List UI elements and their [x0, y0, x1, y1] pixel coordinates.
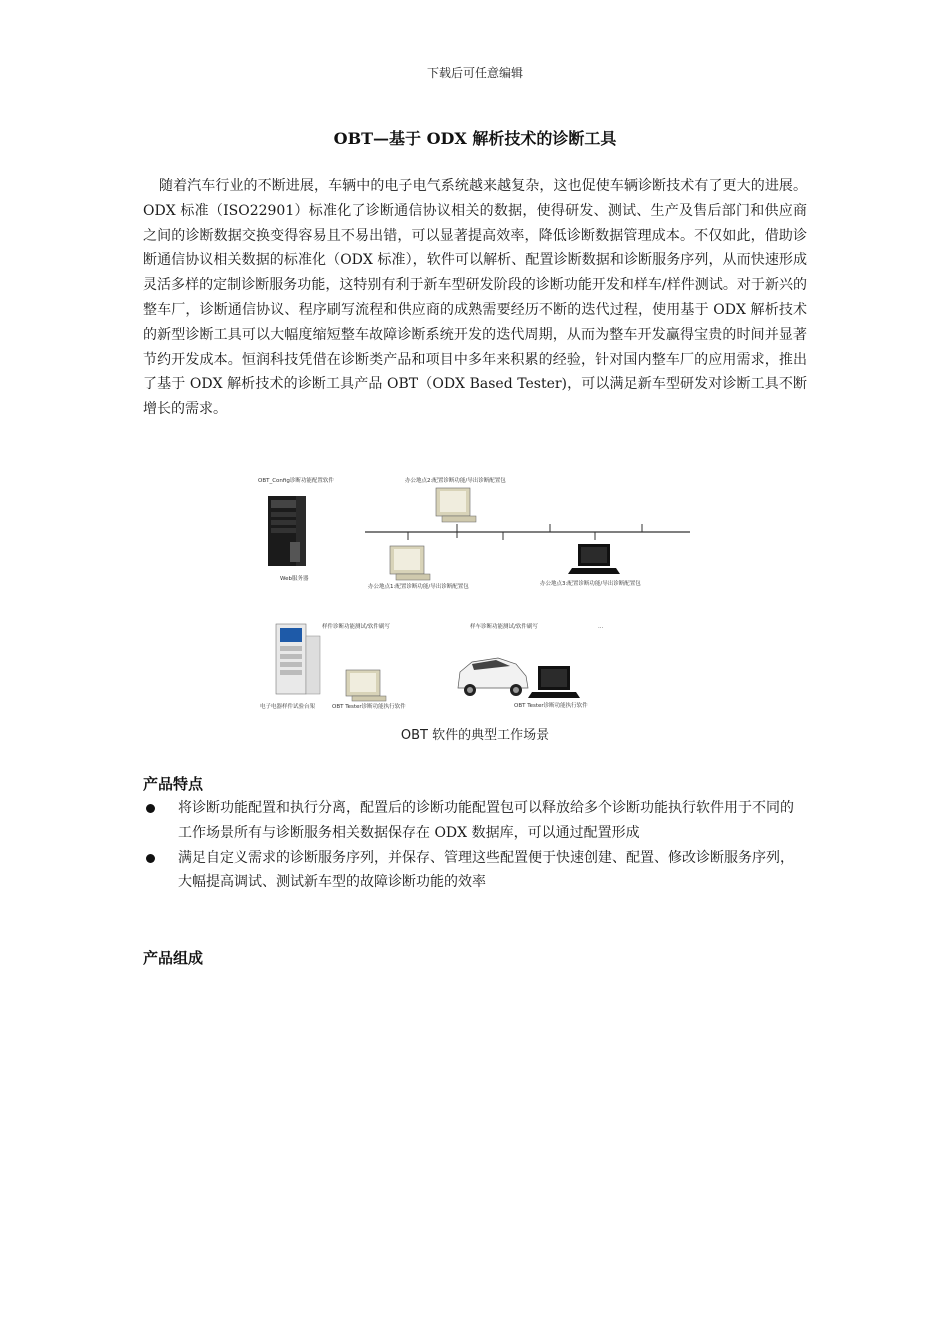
page-header: 下载后可任意编辑 [426, 66, 523, 80]
laptop-icon [568, 544, 620, 574]
office1-label: 办公地点1:配置诊断功能/导出诊断配置包 [368, 584, 469, 590]
composition-heading: 产品组成 [143, 949, 204, 967]
sample-car-label: 样车诊断功能测试/软件刷写 [470, 624, 538, 630]
config-software-label: OBT_Config诊断功能配置软件 [258, 478, 334, 484]
test-bench-label: 电子电器样件试验台架 [260, 704, 316, 710]
list-item [143, 796, 807, 846]
bullet-icon [146, 804, 155, 813]
bullet-icon [146, 854, 155, 863]
desktop-pc-icon [436, 488, 476, 522]
car-icon [458, 658, 528, 696]
list-item [143, 846, 807, 896]
web-server-label: Web服务器 [280, 576, 309, 582]
workflow-figure [250, 466, 700, 716]
intro-paragraph: 随着汽车行业的不断进展，车辆中的电子电气系统越来越复杂，这也促使车辆诊断技术有了更大的进展。ODX 标准（ISO22901）标准化了诊断通信协议相关的数据，使得研发、测试、生产及售后部门和供应商之间的诊断数据交换变得容易且不易出错，可以显著提高效率，降低诊断数据管理成本。不仅如此，借助诊断通信协议相关数据的标准化（ODX 标准），软件可以解析、配置诊断数据和诊断服务序列，从而快速形成灵活多样的定制诊断服务功能，这特别有利于新车型研发阶段的诊断功能开发和样车/样件测试。对于新兴的整车厂，诊断通信协议、程序刷写流程和供应商的成熟需要经历不断的迭代过程，使用基于 ODX 解析技术的新型诊断工具可以大幅度缩短整车故障诊断系统开发的迭代周期，从而为整车开发赢得宝贵的时间并显著节约开发成本。恒润科技凭借在诊断类产品和项目中多年来积累的经验，针对国内整车厂的应用需求，推出了基于 ODX 解析技术的诊断工具产品 OBT（ODX Based Tester)，可以满足新车型研发对诊断工具不断增长的需求。 [143, 178, 807, 418]
server-icon [268, 496, 306, 566]
feature-text: 满足自定义需求的诊断服务序列，并保存、管理这些配置便于快速创建、配置、修改诊断服务序列，大幅提高调试、测试新车型的故障诊断功能的效率 [178, 849, 794, 891]
figure-caption: OBT 软件的典型工作场景 [400, 728, 550, 743]
features-list [143, 796, 807, 895]
desktop-pc-icon [390, 546, 430, 580]
sample-part-label: 样件诊断功能测试/软件刷写 [322, 624, 390, 630]
feature-text: 将诊断功能配置和执行分离，配置后的诊断功能配置包可以释放给多个诊断功能执行软件用于不同的工作场景所有与诊断服务相关数据保存在 ODX 数据库，可以通过配置形成 [178, 800, 794, 841]
ellipsis-label: ... [598, 624, 604, 630]
laptop-icon [528, 666, 580, 698]
office2-label: 办公地点2:配置诊断功能/导出诊断配置包 [405, 478, 506, 484]
tester-exec-label-1: OBT Tester诊断功能执行软件 [332, 704, 406, 710]
office3-label: 办公地点3:配置诊断功能/导出诊断配置包 [540, 581, 641, 587]
desktop-pc-icon [346, 670, 386, 701]
features-heading: 产品特点 [143, 775, 204, 793]
document-title: OBT—基于 ODX 解析技术的诊断工具 [333, 129, 617, 148]
tester-exec-label-2: OBT Tester诊断功能执行软件 [514, 703, 588, 709]
test-bench-icon [276, 624, 320, 694]
